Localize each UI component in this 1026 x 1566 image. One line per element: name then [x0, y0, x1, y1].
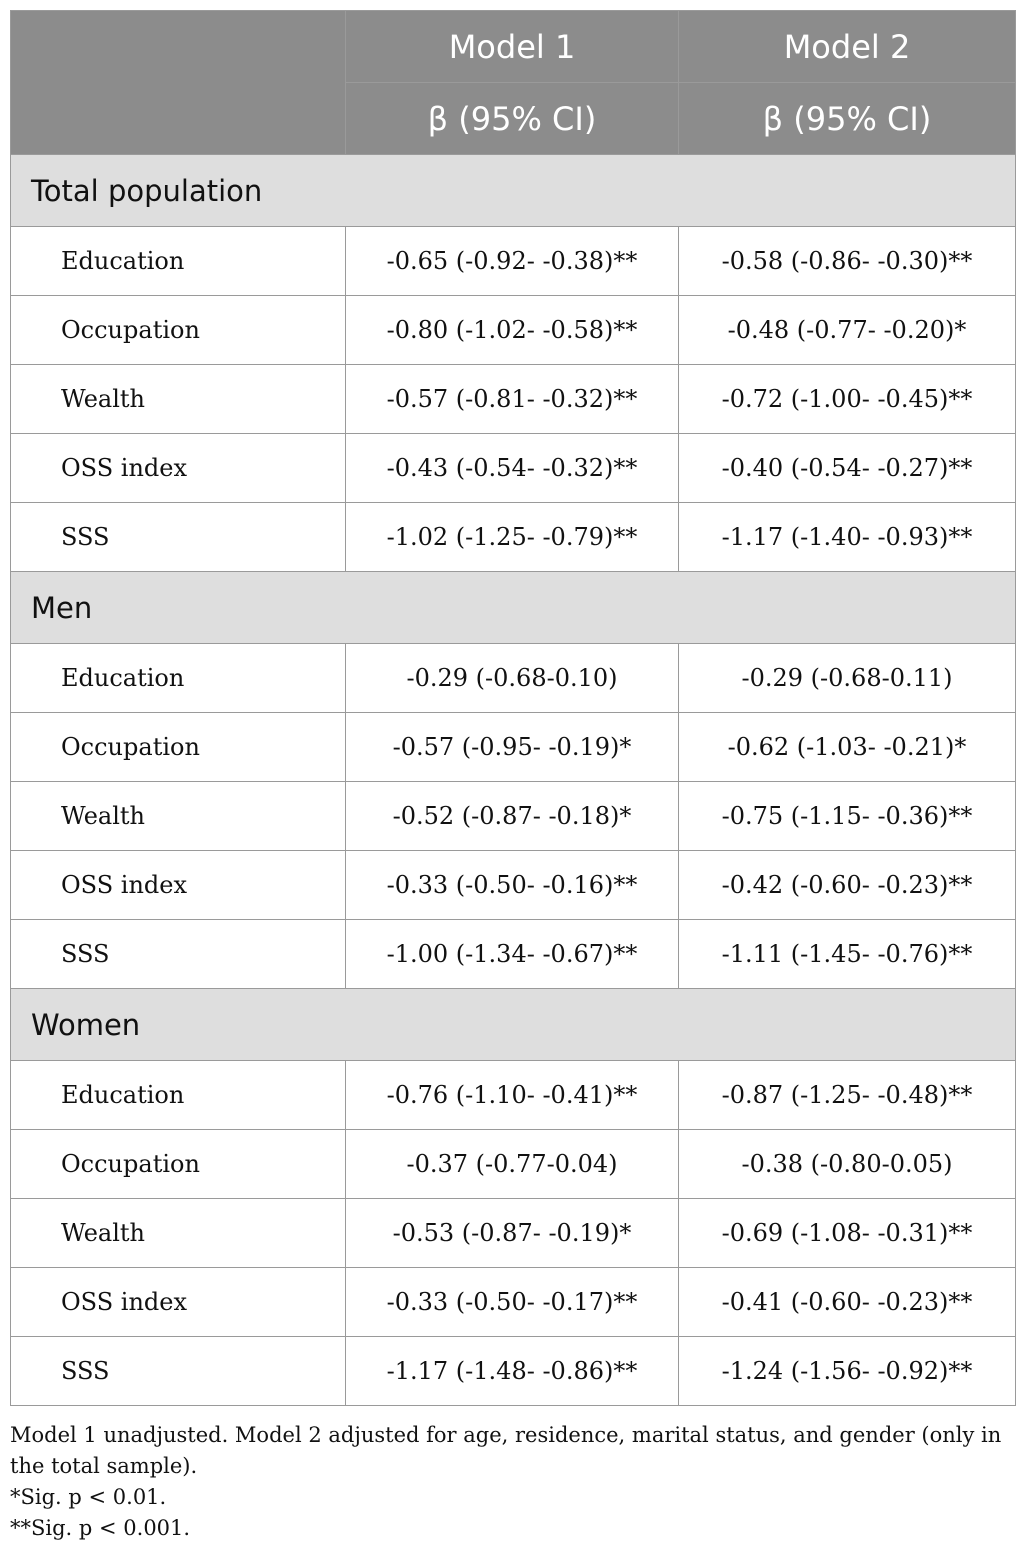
row-label: Wealth	[11, 1199, 346, 1268]
header-corner	[11, 11, 346, 155]
model-1-value: -0.53 (-0.87- -0.19)*	[346, 1199, 679, 1268]
row-label: Occupation	[11, 713, 346, 782]
model-2-value: -0.75 (-1.15- -0.36)**	[679, 782, 1016, 851]
model-2-value: -0.40 (-0.54- -0.27)**	[679, 434, 1016, 503]
model-1-value: -0.37 (-0.77-0.04)	[346, 1130, 679, 1199]
table-row	[11, 1130, 1016, 1199]
model-1-value: -0.43 (-0.54- -0.32)**	[346, 434, 679, 503]
row-label: SSS	[11, 503, 346, 572]
table-row	[11, 296, 1016, 365]
model-1-value: -0.52 (-0.87- -0.18)*	[346, 782, 679, 851]
header-row-models	[11, 11, 1016, 83]
table-row	[11, 920, 1016, 989]
table-row	[11, 644, 1016, 713]
header-model-1: Model 1	[346, 11, 679, 83]
header-metric-1: β (95% CI)	[346, 83, 679, 155]
model-1-value: -0.57 (-0.95- -0.19)*	[346, 713, 679, 782]
model-2-value: -0.41 (-0.60- -0.23)**	[679, 1268, 1016, 1337]
table-row	[11, 1061, 1016, 1130]
table-footnotes	[10, 1420, 1020, 1544]
model-1-value: -1.17 (-1.48- -0.86)**	[346, 1337, 679, 1406]
model-2-value: -1.11 (-1.45- -0.76)**	[679, 920, 1016, 989]
model-2-value: -0.72 (-1.00- -0.45)**	[679, 365, 1016, 434]
table-row	[11, 1268, 1016, 1337]
model-2-value: -0.87 (-1.25- -0.48)**	[679, 1061, 1016, 1130]
group-row-total-population	[11, 155, 1016, 227]
row-label: Education	[11, 1061, 346, 1130]
row-label: SSS	[11, 920, 346, 989]
row-label: Wealth	[11, 782, 346, 851]
model-2-value: -0.69 (-1.08- -0.31)**	[679, 1199, 1016, 1268]
row-label: OSS index	[11, 1268, 346, 1337]
table-row	[11, 503, 1016, 572]
table-row	[11, 782, 1016, 851]
model-2-value: -0.29 (-0.68-0.11)	[679, 644, 1016, 713]
table-header	[11, 11, 1016, 155]
group-title: Men	[11, 572, 1016, 644]
table-row	[11, 1199, 1016, 1268]
model-1-value: -0.57 (-0.81- -0.32)**	[346, 365, 679, 434]
table-row	[11, 434, 1016, 503]
model-1-value: -0.29 (-0.68-0.10)	[346, 644, 679, 713]
model-2-value: -0.42 (-0.60- -0.23)**	[679, 851, 1016, 920]
header-model-2: Model 2	[679, 11, 1016, 83]
row-label: Education	[11, 227, 346, 296]
model-1-value: -0.76 (-1.10- -0.41)**	[346, 1061, 679, 1130]
table-row	[11, 851, 1016, 920]
model-2-value: -0.62 (-1.03- -0.21)*	[679, 713, 1016, 782]
model-1-value: -1.00 (-1.34- -0.67)**	[346, 920, 679, 989]
row-label: Occupation	[11, 1130, 346, 1199]
group-row-men	[11, 572, 1016, 644]
row-label: OSS index	[11, 434, 346, 503]
header-metric-2: β (95% CI)	[679, 83, 1016, 155]
footnote-sig-1: *Sig. p < 0.01.	[10, 1485, 167, 1509]
model-2-value: -1.17 (-1.40- -0.93)**	[679, 503, 1016, 572]
group-row-women	[11, 989, 1016, 1061]
footnote-models: Model 1 unadjusted. Model 2 adjusted for age, residence, marital status, and gender (only in the total sample).	[10, 1423, 1002, 1478]
group-title: Women	[11, 989, 1016, 1061]
group-title: Total population	[11, 155, 1016, 227]
row-label: SSS	[11, 1337, 346, 1406]
table-row	[11, 365, 1016, 434]
model-2-value: -1.24 (-1.56- -0.92)**	[679, 1337, 1016, 1406]
table-row	[11, 227, 1016, 296]
row-label: OSS index	[11, 851, 346, 920]
results-table	[10, 10, 1016, 1406]
footnote-sig-2: **Sig. p < 0.001.	[10, 1516, 191, 1540]
model-1-value: -1.02 (-1.25- -0.79)**	[346, 503, 679, 572]
row-label: Occupation	[11, 296, 346, 365]
model-2-value: -0.58 (-0.86- -0.30)**	[679, 227, 1016, 296]
row-label: Education	[11, 644, 346, 713]
model-1-value: -0.33 (-0.50- -0.17)**	[346, 1268, 679, 1337]
row-label: Wealth	[11, 365, 346, 434]
model-2-value: -0.38 (-0.80-0.05)	[679, 1130, 1016, 1199]
table-row	[11, 1337, 1016, 1406]
model-1-value: -0.65 (-0.92- -0.38)**	[346, 227, 679, 296]
model-1-value: -0.80 (-1.02- -0.58)**	[346, 296, 679, 365]
model-2-value: -0.48 (-0.77- -0.20)*	[679, 296, 1016, 365]
table-row	[11, 713, 1016, 782]
model-1-value: -0.33 (-0.50- -0.16)**	[346, 851, 679, 920]
